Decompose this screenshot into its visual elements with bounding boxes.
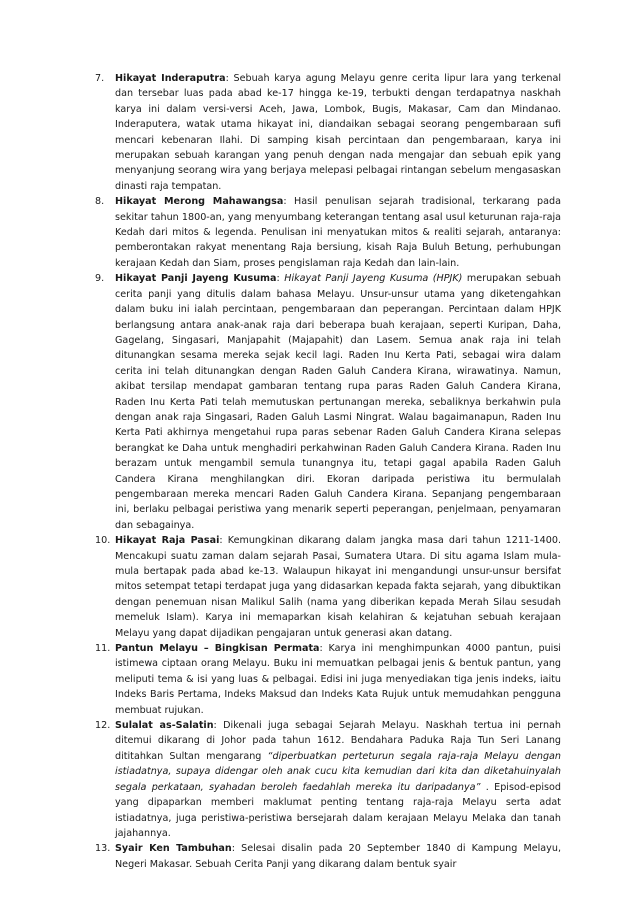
item-text: : Hasil penulisan sejarah tradisional, terkarang pada sekitar tahun 1800-an, yang menyumbang keterangan tentang asal usul keturunan raja-raja Kedah dari mitos & legenda. Penulisan ini menyatukan mitos & realiti sejarah, antaranya: pemberontakan rakyat menentang Raja bersiung, kisah Raja Buluh Betung, perhubungan kerajaan Kedah dan Siam, proses pengislaman raja Kedah dan lain-lain.: [115, 196, 561, 269]
item-number: 10.: [95, 535, 111, 547]
item-text: : Karya ini menghimpunkan 4000 pantun, puisi istimewa ciptaan orang Melayu. Buku ini memuatkan pelbagai jenis & bentuk pantun, yang meliputi tema & isi yang luas & pelbagai. Edisi ini juga menyediakan tiga jenis indeks, iaitu Indeks Baris Pertama, Indeks Maksud dan Indeks Kata Rujuk untuk memudahkan pengguna membuat rujukan.: [115, 643, 561, 716]
item-title: Sulalat as-Salatin: [115, 720, 214, 732]
list-item: [95, 841, 561, 872]
item-title: Syair Ken Tambuhan: [115, 843, 232, 855]
item-number: 9.: [95, 273, 105, 285]
item-number: 11.: [95, 643, 111, 655]
list-item: [95, 718, 561, 841]
item-text: . Episod-episod yang dipaparkan memberi maklumat penting tentang raja-raja Melayu serta adat istiadatnya, juga peristiwa-peristiwa bersejarah dalam kerajaan Melayu Melaka dan tanah jajahannya.: [115, 781, 561, 839]
item-italic-text: “diperbuatkan perteturun segala raja-raja Melayu dengan istiadatnya, supaya didengar oleh anak cucu kita kemudian dari kita dan diketahuinyalah segala perkataan, syahadan beroleh faedahlah mereka itu daripadanya”: [115, 750, 561, 793]
list-item: [95, 271, 561, 533]
item-text-lead: :: [276, 273, 285, 285]
list-item: [95, 641, 561, 718]
list-item: [95, 71, 561, 194]
item-title: Hikayat Merong Mahawangsa: [115, 196, 284, 208]
item-text: : Sebuah karya agung Melayu genre cerita lipur lara yang terkenal dan tersebar luas pada abad ke-17 hingga ke-19, terbukti dengan terdapatnya naskhah karya ini dalam versi-versi Aceh, Jawa, Lombok, Bugis, Makasar, Cam dan Mindanao. Inderaputera, watak utama hikayat ini, diandaikan sebagai seorang pengembaraan sufi mencari kebenaran Ilahi. Di samping kisah percintaan dan pengembaraan, karya ini merupakan sebuah karangan yang penuh dengan nada mengajar dan sebuah epik yang menyanjung seorang wira yang berjaya melepasi pelbagai rintangan sebelum mengasaskan dinasti raja tempatan.: [115, 73, 562, 192]
item-title: Hikayat Panji Jayeng Kusuma: [115, 273, 277, 285]
item-number: 7.: [95, 73, 105, 84]
item-title: Pantun Melayu – Bingkisan Permata: [115, 643, 320, 655]
item-text: : Selesai disalin pada 20 September 1840 di Kampung Melayu, Negeri Makasar. Sebuah Cerita Panji yang dikarang dalam bentuk syair: [115, 843, 561, 870]
item-title: Hikayat Raja Pasai: [115, 535, 220, 547]
item-text-lead: : Dikenali juga sebagai Sejarah Melayu. Naskhah tertua ini pernah ditemui dikarang di Johor pada tahun 1612. Bendahara Paduka Raja Tun Seri Lanang dititahkan Sultan mengarang: [115, 720, 561, 762]
list-item: [95, 533, 561, 641]
item-text: merupakan sebuah cerita panji yang ditulis dalam bahasa Melayu. Unsur-unsur utama yang diketengahkan dalam buku ini ialah percintaan, pengembaraan dan peperangan. Percintaan dalam HPJK berlangsung antara anak-anak raja dari beberapa buah kerajaan, seperti Kuripan, Daha, Gagelang, Singasari, Manjapahit (Majapahit) dan Lasem. Semua anak raja ini telah ditunangkan sesama mereka sejak kecil lagi. Raden Inu Kerta Pati, sebagai wira dalam cerita ini telah ditunangkan dengan Raden Galuh Candera Kirana, wirawatinya. Namun, akibat tersilap mendapat gambaran tentang rupa paras Raden Galuh Candera Kirana, Raden Inu Kerta Pati telah memutuskan pertunangan mereka, sebaliknya berkahwin pula dengan anak raja Singasari, Raden Galuh Lasmi Ningrat. Walau bagaimanapun, Raden Inu Kerta Pati akhirnya mengetahui rupa paras sebenar Raden Galuh Candera Kirana selepas berangkat ke Daha untuk menghadiri perkahwinan Raden Galuh Candera Kirana. Raden Inu berazam untuk mengambil semula tunangnya itu, tetapi gagal apabila Raden Galuh Candera Kirana menghilangkan diri. Ekoran daripada peristiwa itu bermulalah pengembaraan mereka mencari Raden Galuh Candera Kirana. Sepanjang pengembaraan ini, berlaku pelbagai peristiwa yang menarik seperti peperangan, penjelmaan, penyamaran dan sebagainya.: [115, 273, 561, 531]
literature-list: [95, 71, 561, 872]
item-italic-text: Hikayat Panji Jayeng Kusuma (HPJK): [284, 273, 463, 285]
item-title: Hikayat Inderaputra: [115, 73, 226, 84]
item-number: 8.: [95, 196, 105, 208]
item-number: 13.: [95, 843, 111, 855]
list-item: [95, 194, 561, 271]
item-number: 12.: [95, 720, 111, 732]
item-text: : Kemungkinan dikarang dalam jangka masa dari tahun 1211-1400. Mencakupi suatu zaman dalam sejarah Pasai, Sumatera Utara. Di situ agama Islam mula-mula bertapak pada abad ke-13. Walaupun hikayat ini mengandungi unsur-unsur bersifat mitos setempat tetapi terdapat juga yang didasarkan kepada fakta sejarah, yang dibuktikan dengan penemuan nisan Malikul Salih (nama yang diberikan kepada Merah Silau sesudah memeluk Islam). Karya ini memaparkan kisah kelahiran & kejatuhan sebuah kerajaan Melayu yang dapat dijadikan pengajaran untuk generasi akan datang.: [115, 535, 562, 639]
